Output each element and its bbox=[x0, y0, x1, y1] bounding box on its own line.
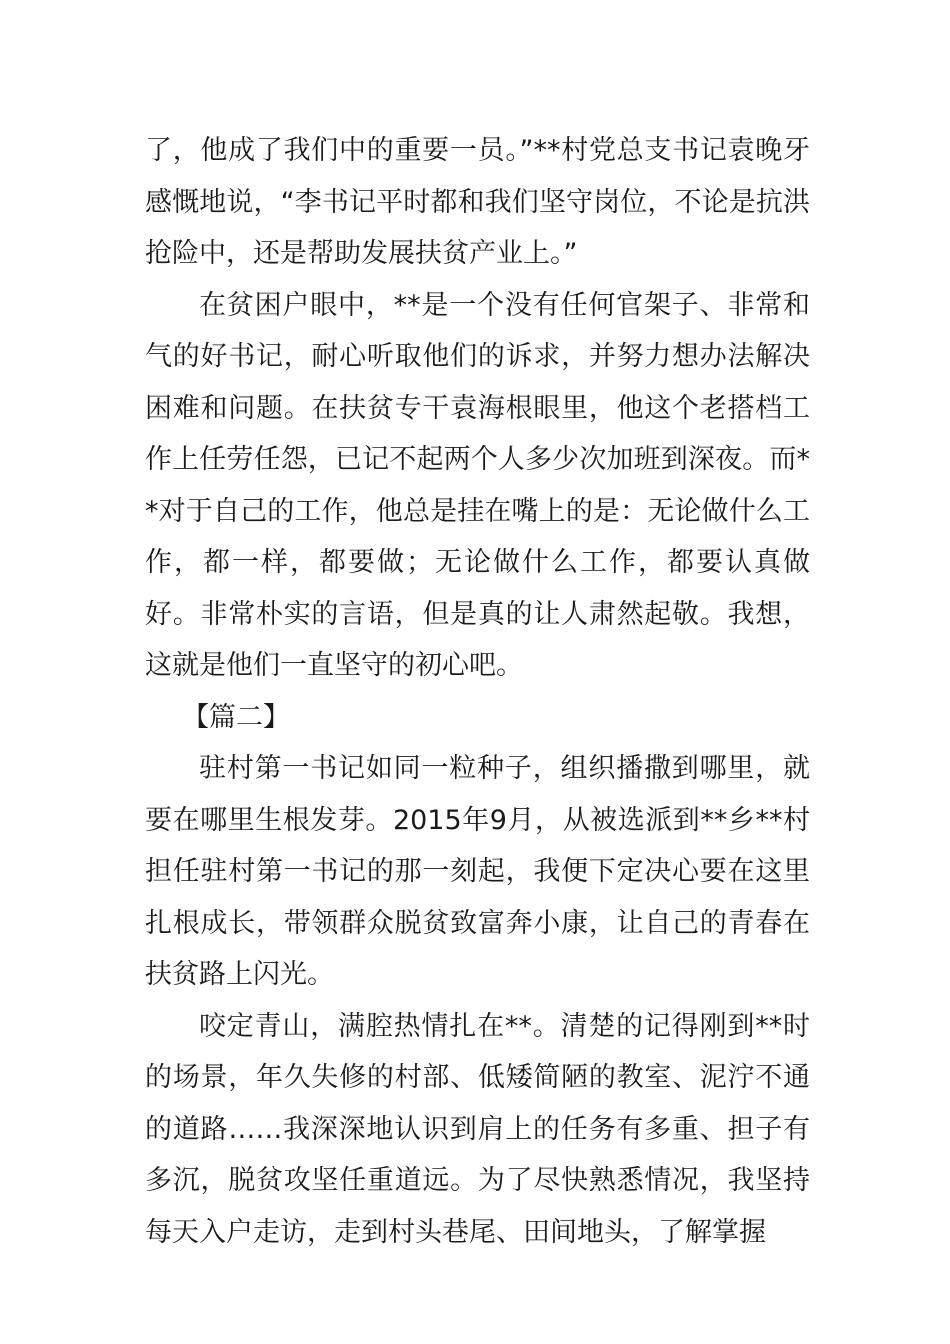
paragraph-1: 了，他成了我们中的重要一员。”**村党总支书记袁晚牙感慨地说，“李书记平时都和我们坚守岗位，不论是抗洪抢险中，还是帮助发展扶贫产业上。” bbox=[145, 135, 810, 269]
paragraph-3: 驻村第一书记如同一粒种子，组织播撒到哪里，就要在哪里生根发芽。2015年9月，从被选派到**乡**村担任驻村第一书记的那一刻起，我便下定决心要在这里扎根成长，带领群众脱贫致富奔小康，让自己的青春在扶贫路上闪光。 bbox=[145, 753, 810, 990]
paragraph-4: 咬定青山，满腔热情扎在**。清楚的记得刚到**时的场景，年久失修的村部、低矮简陋的教室、泥泞不通的道路……我深深地认识到肩上的任务有多重、担子有多沉，脱贫攻坚任重道远。为了尽快熟悉情况，我坚持每天入户走访，走到村头巷尾、田间地头，了解掌握 bbox=[145, 1010, 810, 1248]
document-body bbox=[145, 125, 810, 1258]
paragraph-2: 在贫困户眼中，**是一个没有任何官架子、非常和气的好书记，耐心听取他们的诉求，并努力想办法解决困难和问题。在扶贫专干袁海根眼里，他这个老搭档工作上任劳任怨，已记不起两个人多少次加班到深夜。而**对于自己的工作，他总是挂在嘴上的是：无论做什么工作，都一样，都要做；无论做什么工作，都要认真做好。非常朴实的言语，但是真的让人肃然起敬。我想，这就是他们一直坚守的初心吧。 bbox=[145, 289, 810, 681]
section-heading: 【篇二】 bbox=[182, 701, 290, 733]
